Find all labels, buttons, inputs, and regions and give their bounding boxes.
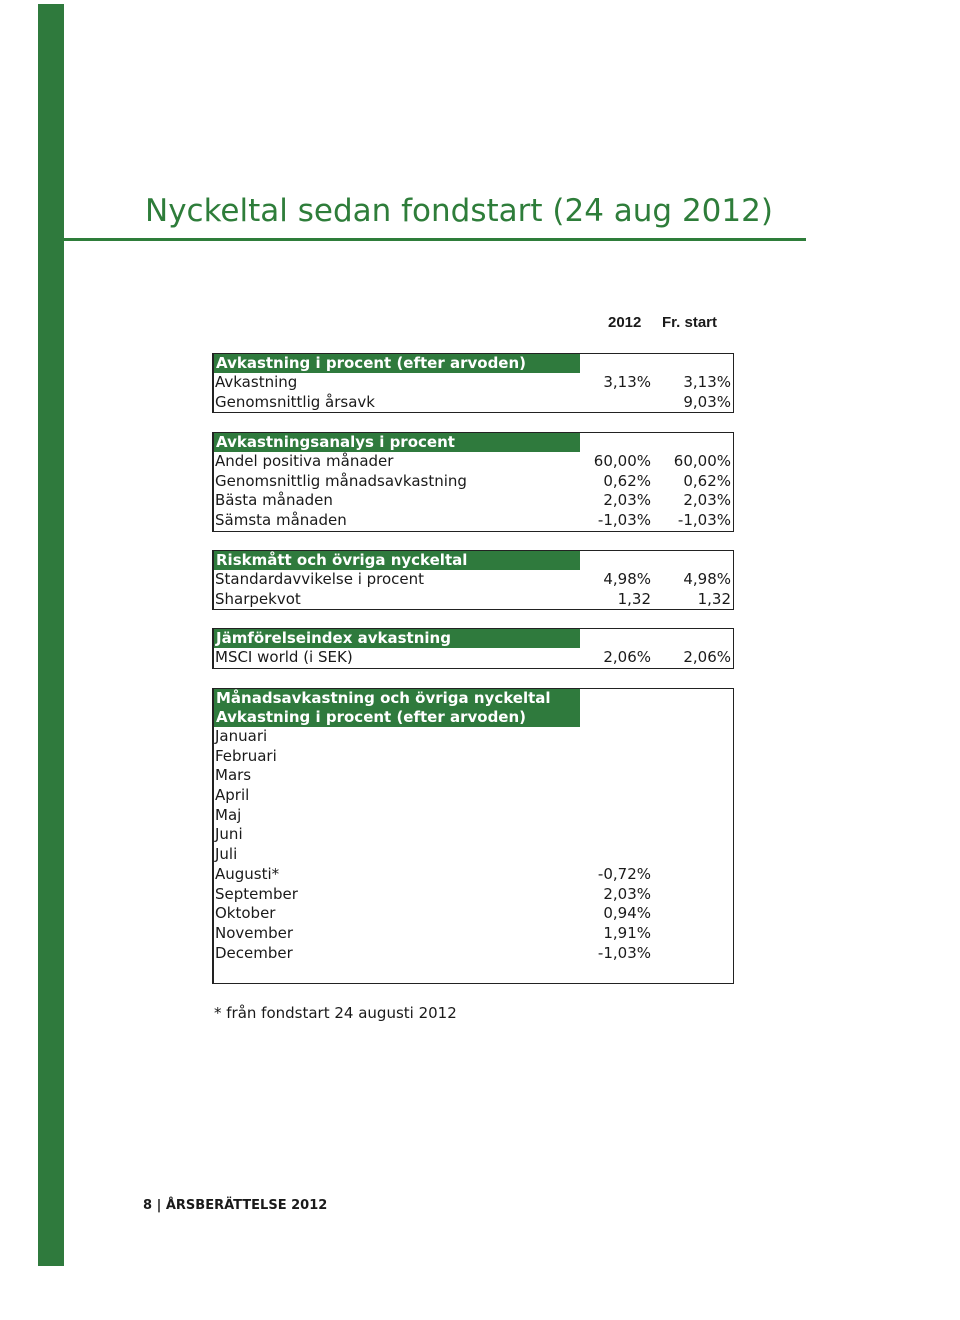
footnote: * från fondstart 24 augusti 2012 bbox=[214, 1004, 457, 1022]
value-2012: 2,06% bbox=[603, 648, 651, 666]
section-header-line-1: Månadsavkastning och övriga nyckeltal bbox=[216, 689, 551, 707]
value-2012: 1,32 bbox=[617, 589, 651, 608]
table-row bbox=[212, 648, 733, 668]
section-header: Avkastningsanalys i procent bbox=[212, 433, 580, 452]
value-from-start: 3,13% bbox=[683, 373, 731, 391]
value-2012: 4,98% bbox=[603, 570, 651, 588]
value-from-start: 2,06% bbox=[683, 648, 731, 666]
table-row bbox=[212, 747, 733, 767]
column-header-from-start: Fr. start bbox=[662, 314, 718, 331]
row-label: Oktober bbox=[215, 904, 276, 923]
row-label: Andel positiva månader bbox=[215, 452, 394, 470]
table-row bbox=[212, 511, 733, 531]
section-header bbox=[212, 689, 580, 727]
table-row bbox=[212, 452, 733, 472]
table-row bbox=[212, 806, 733, 826]
row-label: Januari bbox=[215, 727, 268, 745]
table-row bbox=[212, 865, 733, 885]
table-row bbox=[212, 393, 733, 413]
page-footer: 8 | ÅRSBERÄTTELSE 2012 bbox=[143, 1198, 328, 1213]
table-row bbox=[212, 727, 733, 747]
row-label: Avkastning bbox=[215, 373, 298, 391]
value-from-start: 9,03% bbox=[683, 392, 731, 411]
value-from-start: 0,62% bbox=[683, 471, 731, 490]
value-from-start: 2,03% bbox=[683, 491, 731, 510]
section-return-analysis bbox=[212, 432, 734, 532]
table-row bbox=[212, 590, 733, 610]
section-header: Riskmått och övriga nyckeltal bbox=[212, 551, 580, 570]
row-label: April bbox=[215, 786, 250, 805]
value-2012: -1,03% bbox=[597, 511, 651, 530]
value-2012: 60,00% bbox=[593, 452, 651, 470]
row-label: November bbox=[215, 923, 294, 942]
value-2012: 0,62% bbox=[603, 471, 651, 490]
value-2012: 1,91% bbox=[603, 923, 651, 942]
row-label: September bbox=[215, 884, 298, 903]
section-risk-measures bbox=[212, 550, 734, 610]
table-row bbox=[212, 944, 733, 964]
page-title: Nyckeltal sedan fondstart (24 aug 2012) bbox=[145, 193, 773, 229]
section-returns bbox=[212, 353, 734, 413]
row-label: Juli bbox=[215, 845, 238, 864]
table-row bbox=[212, 491, 733, 511]
row-label: MSCI world (i SEK) bbox=[215, 648, 353, 666]
value-from-start: 60,00% bbox=[673, 452, 731, 470]
value-2012: 3,13% bbox=[603, 373, 651, 391]
table-row bbox=[212, 570, 733, 590]
section-benchmark bbox=[212, 628, 734, 669]
table-row bbox=[212, 472, 733, 492]
row-label: Mars bbox=[215, 766, 252, 785]
section-header-line-2: Avkastning i procent (efter arvoden) bbox=[216, 708, 527, 726]
table-row bbox=[212, 845, 733, 865]
value-from-start: -1,03% bbox=[677, 511, 731, 530]
value-2012: -1,03% bbox=[597, 943, 651, 962]
table-row bbox=[212, 904, 733, 924]
table-row bbox=[212, 825, 733, 845]
table-row bbox=[212, 786, 733, 806]
value-2012: -0,72% bbox=[597, 864, 651, 883]
table-row bbox=[212, 924, 733, 944]
value-2012: 0,94% bbox=[603, 904, 651, 923]
row-label: December bbox=[215, 943, 293, 962]
row-label: Bästa månaden bbox=[215, 491, 333, 510]
value-2012: 2,03% bbox=[603, 491, 651, 510]
table-row bbox=[212, 766, 733, 786]
row-label: Juni bbox=[215, 825, 243, 844]
table-row bbox=[212, 885, 733, 905]
table-row bbox=[212, 373, 733, 393]
value-from-start: 1,32 bbox=[697, 589, 731, 608]
row-label: Augusti* bbox=[215, 864, 280, 883]
row-label: Standardavvikelse i procent bbox=[215, 570, 425, 588]
row-label: Februari bbox=[215, 746, 277, 765]
column-header-2012: 2012 bbox=[608, 314, 642, 331]
row-label: Sämsta månaden bbox=[215, 511, 347, 530]
value-from-start: 4,98% bbox=[683, 570, 731, 588]
value-2012: 2,03% bbox=[603, 884, 651, 903]
section-header: Jämförelseindex avkastning bbox=[212, 629, 580, 648]
section-header: Avkastning i procent (efter arvoden) bbox=[212, 354, 580, 373]
row-label: Maj bbox=[215, 805, 242, 824]
row-label: Genomsnittlig månadsavkastning bbox=[215, 471, 467, 490]
title-rule bbox=[62, 238, 806, 241]
section-monthly-returns bbox=[212, 688, 734, 984]
side-accent-bar bbox=[38, 4, 64, 1266]
row-label: Genomsnittlig årsavk bbox=[215, 392, 375, 411]
row-label: Sharpekvot bbox=[215, 589, 301, 608]
